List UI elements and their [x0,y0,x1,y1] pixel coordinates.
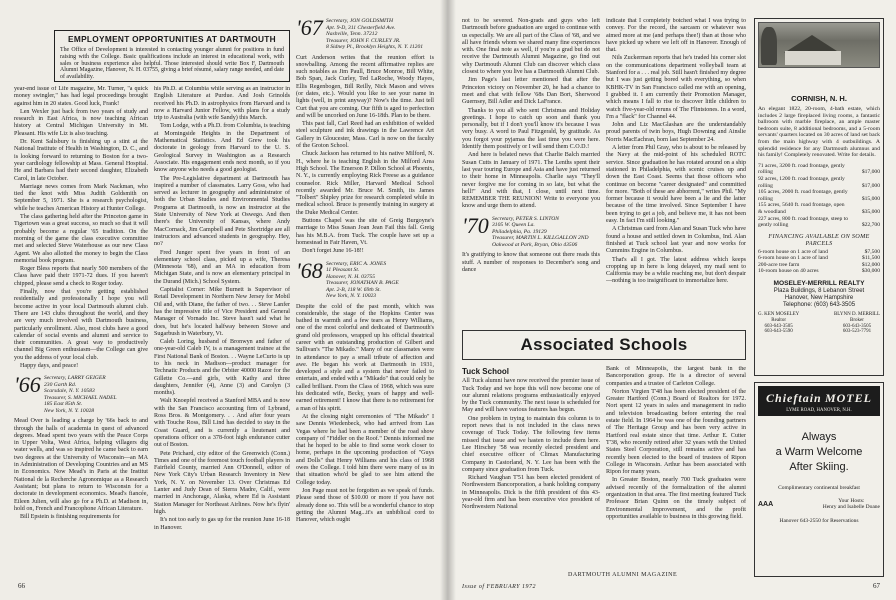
class-officers [326,18,423,51]
paragraph: This past fall, Carl Reed had an exhibition of welded steel sculpture and ink drawings in the Lawrence Art Gallery in Gloucester, Mass. Carl is now on the faculty of the Groton School. [296,121,434,150]
agent-name: BLYNN D. MERRILL [833,312,880,318]
secretary-address: Apt. 9-D, 311 Chesterfield Ave. [326,24,396,31]
paragraph: It's not too early to gas up for the reunion June 16-18 in Hanover. [154,517,290,531]
hosts-label: Your Hosts: [838,498,865,504]
treasurer-address: 185 East 85th St. [44,401,83,408]
paragraph: Richard Vaughan T'51 has been elected president of Northwestern Bancorporation, a bank holding company in Minneapolis. Dick is the fifth president of this 43-year-old firm and has been executive vice president of Northwestern National [462,475,600,511]
paragraph: Curt Anderson writes that the reunion effort is snowballing. Among the recent affirmative replies are such notables as Jim Paull, Bruce Monroe, Bill White, Bob Span, Jack Curley, Ted LaRoche, Woody Hayes, Ellis Regenbogen, Bill Reilly, Nick Mason and wives (or dates, etc.). Would you like to see your name in lights (well, in print anyway)? Now's the time. Just tell Curt that you are coming. Our fifth is aged to perfection and will be uncorked on June 16-18th. Plan to be there. [296,54,434,119]
paragraph: One problem in trying to maintain this column is to report news that is not included in the class news coverage of Tuck Today. The following few items missed that issue and we hasten to include them here. Lee Hirschey '58 was recently elected president and chief executive officer of Climax Manufacturing Company in Castorland, N. Y. Lee has been with the company since graduation from Tuck. [462,415,600,473]
lot-description: 227 acres, 800 ft. road frontage, steep to gently rolling [758,215,849,229]
financing-price: $12,000 [861,261,880,268]
hosts-names: Henry and Isabelle Doane [822,504,880,510]
paragraph: Pete Prichard, city editor of the Greenwich (Conn.) Times and one of the foremost touch football players in Fairfield County, married Ann O'Donnell, editor of New York City's Urban Research Inventory in New York, N. Y. on November 13. Over Christmas Ed Lanter and Judy Dean of Sierra Madre, Calif., were married in Anchorage, Alaska, where Ed is Assistant Station Manager for Northeast Airlines. Now he's flyin' high. [154,450,290,515]
lot-row [758,189,880,202]
secretary-address: 11 Pleasant St. [326,267,360,274]
paragraph: Despite the cold of the past month, which was considerable, the stage of the Hopkins Center was bathed in warmth and a few tears as Henry Williams, one of the most colorful and dedicated of Dartmouth's grand old professors, wrapped up his official theatrical career with an outstanding production of Gilbert and Sullivan's "The Mikado." Many of our classmates were in attendance to pay a small tribute of affection and awe. He began his work at Dartmouth in 1931, developed a style and a system that never failed to entertain, and ended with a "Mikado" that could only be called brilliant. From the Class of 1968, which was sure his dedicated wife, Becky, years of happy and well-earned retirement! I know that there is no retirement for a man of his spirit. [296,303,434,412]
paragraph: Jon Page must not be forgotten as we speak of funds. Please send those of $10.00 or more if you have not already done so. This will be a wonderful chance to stop getting the Alumni Mag...it's an unbiblical cord to Hanover, which ought [296,487,434,524]
class-year: '67 [296,18,323,40]
lot-price: $17,000 [861,169,880,176]
motel-slogan [758,430,880,475]
motel-breakfast: Complimentary continental breakfast [778,485,860,491]
tuck-column-2 [606,366,746,576]
paragraph: Chuck Jackson has returned to his native Milford, N. H., where he is teaching English in the Milford Area High School. The Emerson P. Dillon School at Phoenix, N. Y., is currently employing Rick Freese as a guidance counselor. Rick Miller, Harvard Medical School recently awarded Mr. Bruce M. Smith, its James "Tolbert" Shipley prize for research completed while in medical school. Bruce is presently training in surgery at the Duke Medical Center. [296,151,434,216]
slogan-line: After Skiing. [789,461,849,473]
lot-price: $35,000 [861,208,880,215]
treasurer-name: Treasurer, JOHN F. CURLEY JR. [326,37,401,44]
issue-line: Issue of FEBRUARY 1972 [462,584,537,590]
agent-phone: 603-523-7791 [842,329,872,335]
secretary-city: Nashville, Tenn. 37212 [326,31,378,37]
paragraph: And here is belated news that Charlie Balch married Susan Cutts in January of 1971. The Lenths spent their last year touring Europe and Asia and have just returned to their home in Minneapolis. Charlie says "They'll never forgive me for coming in so late, but what the hell!" And with that, I close, until next time. REMEMBER THE REUNION! Write to everyone you know and urge them to attend. [462,152,600,210]
motel-name-prefix: Chieftain [766,391,822,405]
right-column-2 [606,18,746,330]
paragraph: Thanks to you all who sent Christmas and Holiday greetings. I hope to catch up soon and thank you personally, but if I don't you'll know it's because I was very busy. A word to Paul Fitzgerald, by gratitude. As you forgot your pyjamas the last time you were here. Identify them positively or I will send them C.O.D.! [462,107,600,151]
secretary-address: 3105 W. Queen La. [492,222,535,229]
paragraph: year-end issue of Life magazine, Mr. Turner, "a quick money swingler," has had legal proceedings brought against him in 20 states. Good luck, Frank! [14,86,148,107]
realty-city: Hanover, New Hampshire [784,295,854,302]
paragraph: Bank of Minneapolis, the largest bank in the Bancorporation group. He is a director of several companies and a trustee of Carleton College. [606,366,746,387]
paragraph: Len Wexler just back from two years of study and research in East Africa, is now teaching African history at Central Michigan University in Mt. Pleasant. His wife Liz is also teaching. [14,108,148,137]
employment-body: The Office of Development is interested in contacting younger alumni for positions in fund raising with the College. Basic qualifications include an interest in educational work, with sales or business experience also helpful. Those interested should write Box F, Dartmouth Alumni Magazine, Hanover, N. H. 03755, giving a brief résumé, salary range needed, and date of availability. [60,47,284,81]
lot-description: 71 acres, 3200 ft. road frontage, gently rolling [758,162,845,176]
tree-shape [761,27,777,65]
paragraph: At the closing night ceremonies of "The Mikado" I saw Dennis Wiedenbeck, who had arrived from Las Vegas where he had been a member of the road show company of "Fiddler on the Roof." Dennis informed me that he hoped to be able to find some work closer to home, perhaps in the upcoming production of "Guys and Dolls" that Henry Williams and his class of 1968 owes the College. I told him there were many of us in that situation who'd be glad to see him attend the College today. [296,413,434,486]
treasurer-name: Treasurer, S. MICHAEL NADEL [44,394,117,401]
motel-logo [758,386,880,408]
paragraph: Norton Virgien T'48 has been elected president of the Greater Hartford (Conn.) Board of Realtors for 1972. Nort spent 12 years in sales and management in radio and television broadcasting before entering the real estate field. In 1964 he was one of the founding partners of The Heritage Group and has been very active in Hartford real estate since that time. Arthur E. Cutter T'38, who recently retired after 32 years with the United States Steel Corporation, still remains active and has recently been elected to the board of trustees of Ripon College in Wisconsin. Arthur has been associated with Ripon for many years. [606,388,746,476]
class-67-header [296,18,434,51]
financing-description: 200-acre tree farm [758,261,800,268]
paragraph: Marriage news comes from Mark Nackman, who tied the knot with Miss Judith Goldsmith on September 5, 1971. She is a research psychologist, while he teaches American History at Hunter College. [14,183,148,212]
class-officers [44,375,117,414]
house-shape [785,51,841,65]
agent-2 [834,312,880,335]
realty-name: MOSELEY-MERRILL REALTY [773,280,865,288]
treasurer-name: Treasurer, JONATHAN B. PAGE [326,280,399,287]
running-head: DARTMOUTH ALUMNI MAGAZINE [568,572,678,578]
secretary-city: Philadelphia, Pa. 19129 [492,228,547,235]
paragraph: Finally, now that you're getting established residentially and professionally I hope you will become active in your local Dartmouth alumni club. There are 143 clubs throughout the world, and they are very much involved with Dartmouth business, particularly enrollment. Also, most clubs have a good calendar of social events and alumni and service to their communities. A great way to productively channel Big Green enthusiasm—the College can give you the address of your local club. [14,289,148,361]
paragraph: Nils Zuckerman reports that he's traded his corner slot on the communications department volleyball team at Stanford for a . . . real job. Still hasn't finished my degree but I was just getting bored with everything, so when KBHK-TV in San Francisco called me with an opening, I grabbed it. I am currently their Promotion Manager, which means I fall to rise to discover little children to watch five-year-old reruns of The Flintstones. In a word, I'm a "flack" for Channel 44. [606,55,746,120]
associated-schools-banner [462,330,746,360]
class-year: '70 [462,212,489,238]
lot-price: $22,700 [861,222,880,229]
agent-phone: 603-643-3505 [764,323,793,329]
class-officers [326,261,399,300]
paragraph: John and Liz MacGlashan are the understandably proud parents of twin boys, Hugh Downing and Ainslie Norris MacEachran, born last September 24. [606,122,746,143]
secretary-name: Secretary, ERIC A. JONES [326,260,387,267]
paragraph: Capitalist Corner: Mike Burnett is Supervisor of Retail Development in Northern New Jersey for Mobil Oil and, with Diane, the father of two. . . Steve Lanfer has the impressive title of Vice President and General Manager of Vornado Inc. Steve hasn't said what he does, but he's located halfway between Stowe and Sugarbush in Waterbury, Vt. [154,287,290,337]
financing-row [758,255,880,262]
lot-description: 155 acres, 5640 ft. road frontage, open & woodland [758,202,845,215]
associated-schools-title: Associated Schools [520,335,688,354]
motel-hosts-row [758,498,880,510]
secretary-address: 230 Garth Rd. [44,381,77,388]
slogan-line: Always [801,431,837,443]
paragraph: It's gratifying to know that someone out there reads this stuff. A number of responses to December's song and dance [462,252,600,273]
realty-contact [758,280,880,309]
paragraph: Caleb Loring, husband of Bronwyn and father of one-year-old Caleb IV, is a management trainee at the First National Bank of Boston. . . Wayne LeCurto is up to his neck in Madison—product manager for Technatic Products and the Orbiter 40000 Razor for the Gillette Co.—and girls, with Kathy and three daughters, Jennifer (4), Anne (3) and Carolyn (3 months). [154,339,290,397]
tuck-school-heading: Tuck School [462,367,509,376]
employment-box [54,30,290,82]
class-70-header [462,212,600,249]
lot-price: $17,000 [861,182,880,189]
tuck-column-1 [462,366,600,576]
ad-description: An elegant 1822, 20-room, 4-bath estate, which includes 2 large fireplaced living rooms, a fantastic ballroom with marble fireplace, an ample master bedroom suite, 8 additional bedrooms, and a 5-room servants' quarters located on 30 acres of land set back from the main highway with 4 outbuildings. A splendid residence for any Dartmouth alumnus and his family! Completely renovated. Write for details. [758,106,880,159]
class-year: '68 [296,257,323,283]
aaa-badge: AAA [758,500,774,508]
realty-phone: Telephone: (603) 643-3505 [782,302,856,309]
paragraph: Jim Page's last letter mentioned that after the Princeton victory on November 20, he had a chance to meet and chat with fellow '68s Dan Bort, Sherwood Guernsey, Bill Adler and Dick LaFrance. [462,77,600,106]
secretary-name: Secretary, JON GOLDSMITH [326,18,394,24]
paragraph: Fred Junger spent five years in front of an elementary school class, picked up a wife, Theresa (Minnesota '68), and an MA in education from Michigan State, and is now an elementary principal in the Durand (Mich.) School System. [154,249,290,285]
agent-role: Realtor [771,317,786,323]
page-number-right: 67 [873,582,880,590]
secretary-city: Scarsdale, N. Y. 10583 [44,388,95,395]
paragraph: In Greater Boston, nearly 700 Tuck graduates were advised recently of the formalization of the alumni organization in that area. The first meeting featured Tuck Professor Brian Quinn on the timely subject of Environmental Improvement, and the profit opportunities available to business in this growing field. [606,477,746,520]
treasurer-address: Oakwood at Park, Bryan, Ohio 43506 [492,241,578,248]
paragraph: Tom Lodge, with a Ph.D. from Columbia, is teaching at Morningside Heights in the Department of Mathematical Statistics. And Ed Grew took his doctorate in geology from Harvard to the U. S. Geological Survey in Washington as a Research Associate. His engagement ends next month, so if you know anyone who needs a good geologist. [154,123,290,174]
paragraph: indicate that I completely botched what I was trying to convey. For the record, the sarcasm or whatever was aimed more at me (and perhaps thee!) than at those who have picked up where we left off in Hanover. Enough of that. [606,18,746,54]
house-photo [758,22,880,68]
realty-address: Plaza Buildings, 8 Lebanon Street [773,288,865,295]
financing-price: $7,500 [864,248,880,255]
paragraph: A letter from Phil Gray, who is about to be released by the Navy at the mid-point of his scheduled ROTC service. Since graduation he has rotated around on a ship stationed in Philadelphia, with scenic cruises up and down the East Coast. Seems that those officers who continue on become "career designated" and committed for more. "Both of these are abhorrent," writes Phil. "My former because it would have been a lie and the latter because of the time involved. Since September I have been trying to get a job, and believe me, it has not been easy. In fact I'm still looking." [606,145,746,225]
lot-row [758,216,880,229]
lot-row [758,163,880,176]
right-column-1 [462,18,600,330]
secretary-name: Secretary, LARRY GEIGER [44,375,106,382]
financing-heading: FINANCING AVAILABLE ON SOME PARCELS [768,232,870,247]
financing-description: 6-room house on 1 acre of land [758,255,828,262]
agent-phone: 603-643-3505 [842,323,872,329]
chieftain-motel-ad [754,382,884,577]
treasurer-city: New York, N. Y. 10023 [326,293,377,300]
paragraph: Don't forget June 16-18!! [302,248,364,255]
class-68-header [296,257,434,300]
agent-list [758,312,880,335]
left-column-1 [14,86,148,586]
employment-title: EMPLOYMENT OPPORTUNITIES AT DARTMOUTH [68,34,276,44]
lot-description: 92 acres, 1200 ft. road frontage, gently rolling [758,175,845,189]
paragraph: Happy days, and peace! [20,362,79,369]
motel-phone: Hanover 643-2550 for Reservations [779,518,859,524]
motel-name-suffix: MOTEL [824,391,872,405]
paragraph: All Tuck alumni have now received the premier issue of Tuck Today and we hope this will now become one of our alumni relations programs enthusiastically enjoyed by the Tuck community. The next issue is scheduled for May and will have various features has begun. [462,378,600,414]
treasurer-name: Treasurer, MARTIN L. KILLGALLON 2ND [492,235,589,242]
agent-name: G. KEN MOSELEY [758,312,800,318]
cornish-realty-ad [754,18,884,376]
agent-1 [758,312,799,335]
agent-role: Broker [850,317,864,323]
paragraph: Roger Bless reports that nearly 500 members of the Class have paid their 1971-72 dues. If you haven't chipped, please send a check to Roger today. [14,266,148,287]
slogan-line: a Warm Welcome [775,446,863,458]
treasurer-address: Apt. 2-B, 118 W. 69th St. [326,286,381,293]
financing-description: 6-room house on 1 acre of land [758,248,828,255]
lot-list [758,163,880,229]
lot-price: $15,000 [861,195,880,202]
ad-headline: CORNISH, N. H. [791,94,847,103]
secretary-name: Secretary, PETER S. LINTON [492,215,559,222]
lot-description: 105 acres, 2000 ft. road frontage, gently rolling [758,189,848,202]
class-year: '66 [14,372,41,398]
paragraph: That's all I got. The latest address which keeps cropping up in here is long delayed, my mail sent to California may be a while reaching me, but don't despair—nothing is too insignificant to immortalize here. [606,256,746,285]
left-column-3 [296,18,434,588]
paragraph: A Christmas card from Alan and Susan Tuck who have found a house and settled down in Columbus, Ind. Alan finished at Tuck school last year and now works for Cummins Engine in Columbus. [606,226,746,255]
lot-row [758,176,880,189]
paragraph: The class gathering held after the Princeton game in Tigertown was a great success, so much so that it will probably become a regular '65 tradition. On the morning of the game the class executive committee met and selected Steve Waterhouse as our new Class Agent. We also allotted the money to begin the Class memorial book program. [14,214,148,264]
motel-hosts [823,498,880,510]
paragraph: The Pre-Legislative department at Dartmouth has inspired a number of classmates. Larry Goss, who had served as lecturer in geography and administrator of both the Urban Studies and Environmental Studies Programs at Dartmouth, is now an instructor at the State University of New York at Oswego. And then there's the University of Kansas, where Andy MacCornack, Jim Campbell and Pete Shortridge are all instructors and advanced students in geography. Hey, no? [154,175,290,248]
lot-row [758,202,880,215]
paragraph: Walt Knoepfel received a Stanford MBA and is now with the San Francisco accounting firm of Lybrand, Ross Bros. & Montgomery. . . And after four years with Touche Ross, Bill Lind has decided to stay in the Coast Guard, and is currently a lieutenant and operations officer on a 378-foot high endurance cutter out of Boston. [154,398,290,449]
class-66-header [14,372,148,414]
paragraph: his Ph.D. at Columbia while serving as an instructor in English Literature at Purdue. And Josh Grinolds received his Ph.D. in astrophysics from Harvard and is now a Harvard Junior Fellow, with plans for a study trip to Australia (with wife Sandy) this March. [154,86,290,122]
treasurer-city: New York, N. Y. 10028 [44,407,95,414]
left-column-2 [154,86,290,586]
agent-phone: 603-643-5590 [764,329,793,335]
motel-address: LYME ROAD, HANOVER, N.H. [758,408,880,416]
paragraph: Bill Epstein is finishing requirements for [20,514,120,521]
secretary-city: Hanover, N. H. 03755 [326,273,376,280]
financing-price: $30,000 [861,268,880,275]
paragraph: Mead Over is leading a charge by '66s back to and through the halls of academia in quest of advanced degrees. Mead spent two years with the Peace Corps in Upper Volta, West Africa, helping villagers dig water wells, and was so inspired he came back to earn two degrees at the University of Wisconsin—an MA in Administration of Developing Countries and an MS in Economics. Now Mead's in Paris at the Institut National de la Recherche Agronomique as a Research Assistant; but plans to return to Wisconsin for a doctorate in development economics. Mead's fiancée, Eileen Julien, will also go for a Ph.D. at Madison in, hold on, French and Francophone African Literature. [14,418,148,512]
paragraph: not to be severed. Non-grads and guys who left Dartmouth before graduation are urged to continue with us especially. We are all part of the Class of '68, and we all have friends whom we shared many fine experiences with. One final note as well, if you're a grad but do not receive the Dartmouth Alumni Magazine, go find out why Dartmouth Alumni Club can discover which class closest to where you live has a Dartmouth Alumni Club. [462,18,600,76]
financing-row [758,268,880,275]
financing-description: 10-room house on 40 acres [758,268,819,275]
page-number-left: 66 [18,582,25,590]
paragraph: Buttons Chapel was the site of Greig Burgoyne's marriage to Miss Susan Joan Jean Fail this fall. Greig has his M.B.A. from Tuck. The couple have set up a homestead in Fair Haven, Vt. [296,218,434,246]
paragraph: Dr. Kent Salisbury is finishing up a stint at the National Institute of Health in Washington, D. C., and is looking forward to returning to Boston for a two-year cardiology fellowship at Mass. General Hospital. He and Barbara had their second daughter, Elizabeth Carol, in late October. [14,139,148,182]
right-page [448,0,896,600]
financing-price: $11,500 [862,255,880,262]
treasurer-address: 8 Sidney Pl., Brooklyn Heights, N. Y. 11201 [326,44,424,50]
class-officers [492,216,589,249]
